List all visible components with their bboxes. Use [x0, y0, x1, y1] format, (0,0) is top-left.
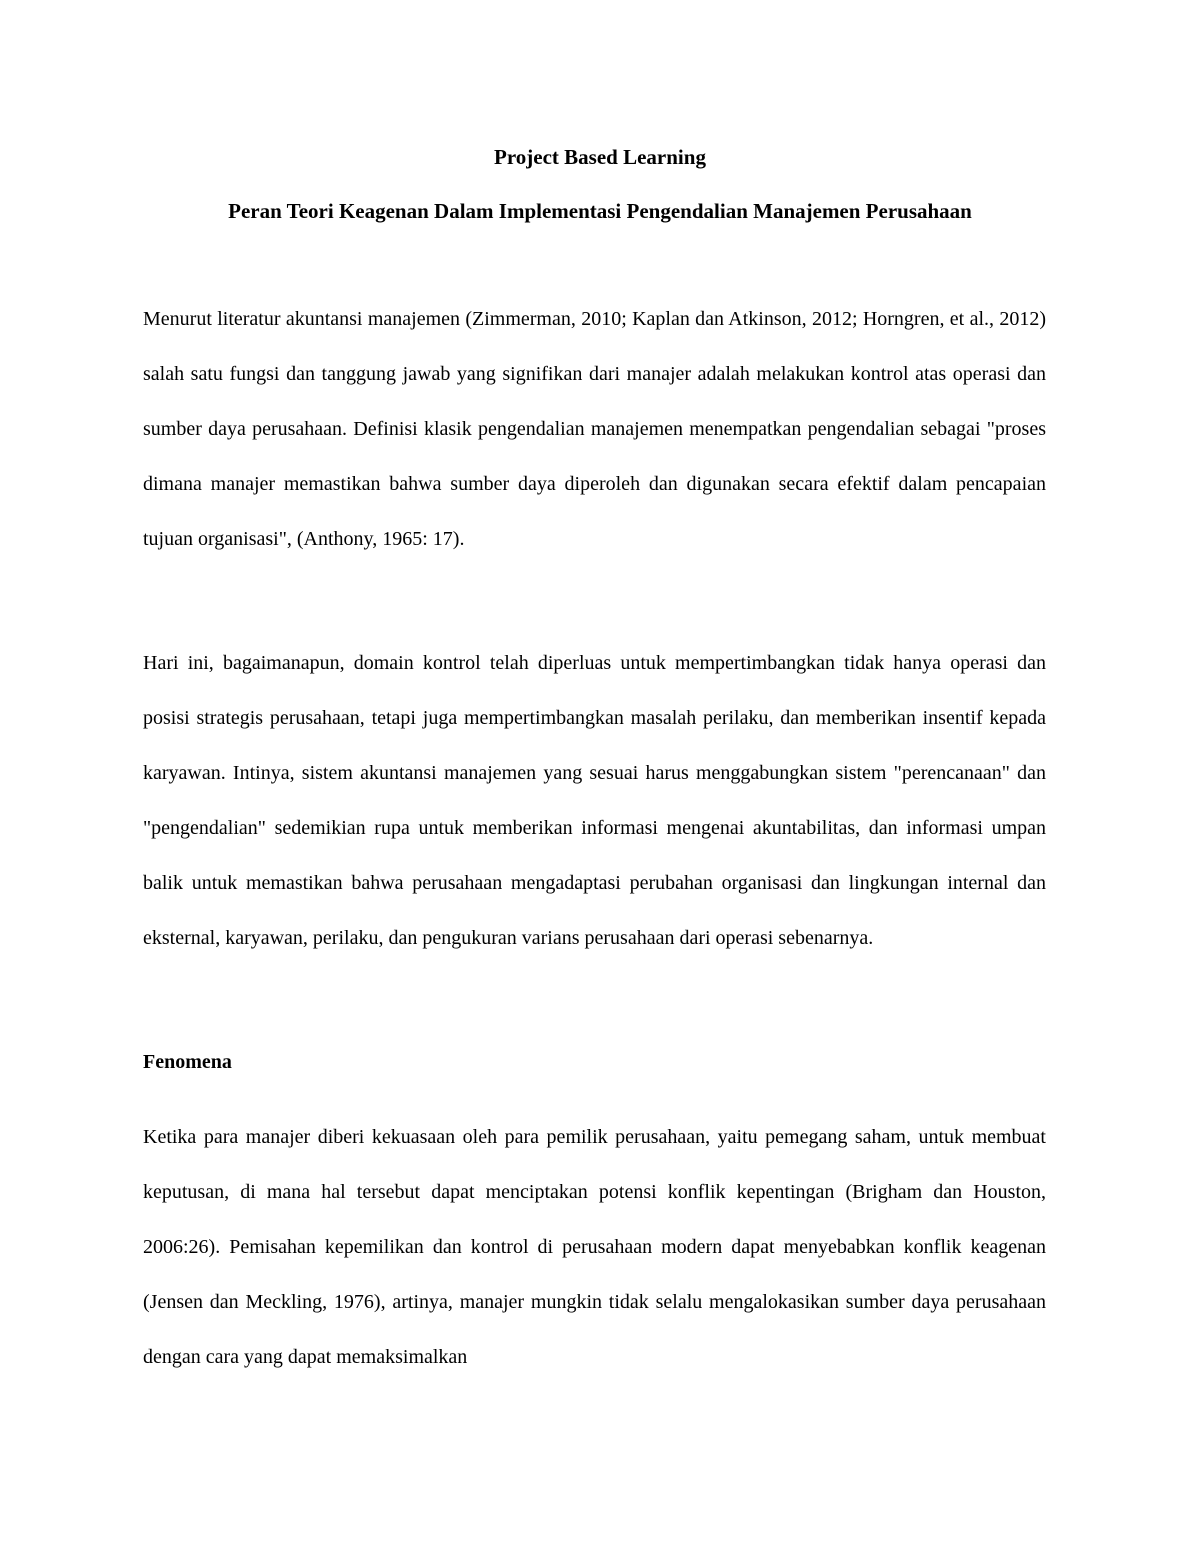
- paragraph-control-domain: [143, 636, 1046, 966]
- document-subtitle: Peran Teori Keagenan Dalam Implementasi Pengendalian Manajemen Perusahaan: [228, 199, 972, 223]
- paragraph-intro: [143, 292, 1046, 567]
- paragraph-phenomenon: [143, 1110, 1046, 1385]
- paragraph-text: Hari ini, bagaimanapun, domain kontrol telah diperluas untuk mempertimbangkan tidak hanya operasi dan posisi strategis perusahaan, tetapi juga mempertimbangkan masalah perilaku, dan memberikan insentif kepada karyawan. Intinya, sistem akuntansi manajemen yang sesuai harus menggabungkan sistem "perencanaan" dan "pengendalian" sedemikian rupa untuk memberikan informasi mengenai akuntabilitas, dan informasi umpan balik untuk memastikan bahwa perusahaan mengadaptasi perubahan organisasi dan lingkungan internal dan eksternal, karyawan, perilaku, dan pengukuran varians perusahaan dari operasi sebenarnya.: [143, 652, 1046, 949]
- document-title: Project Based Learning: [494, 145, 706, 169]
- paragraph-text: Menurut literatur akuntansi manajemen (Zimmerman, 2010; Kaplan dan Atkinson, 2012; Horngren, et al., 2012) salah satu fungsi dan tanggung jawab yang signifikan dari manajer adalah melakukan kontrol atas operasi dan sumber daya perusahaan. Definisi klasik pengendalian manajemen menempatkan pengendalian sebagai "proses dimana manajer memastikan bahwa sumber daya diperoleh dan digunakan secara efektif dalam pencapaian tujuan organisasi", (Anthony, 1965: 17).: [143, 308, 1046, 550]
- section-heading: Fenomena: [143, 1051, 232, 1073]
- paragraph-text: Ketika para manajer diberi kekuasaan oleh para pemilik perusahaan, yaitu pemegang saham, untuk membuat keputusan, di mana hal tersebut dapat menciptakan potensi konflik kepentingan (Brigham dan Houston, 2006:26). Pemisahan kepemilikan dan kontrol di perusahaan modern dapat menyebabkan konflik keagenan (Jensen dan Meckling, 1976), artinya, manajer mungkin tidak selalu mengalokasikan sumber daya perusahaan dengan cara yang dapat memaksimalkan: [143, 1126, 1046, 1368]
